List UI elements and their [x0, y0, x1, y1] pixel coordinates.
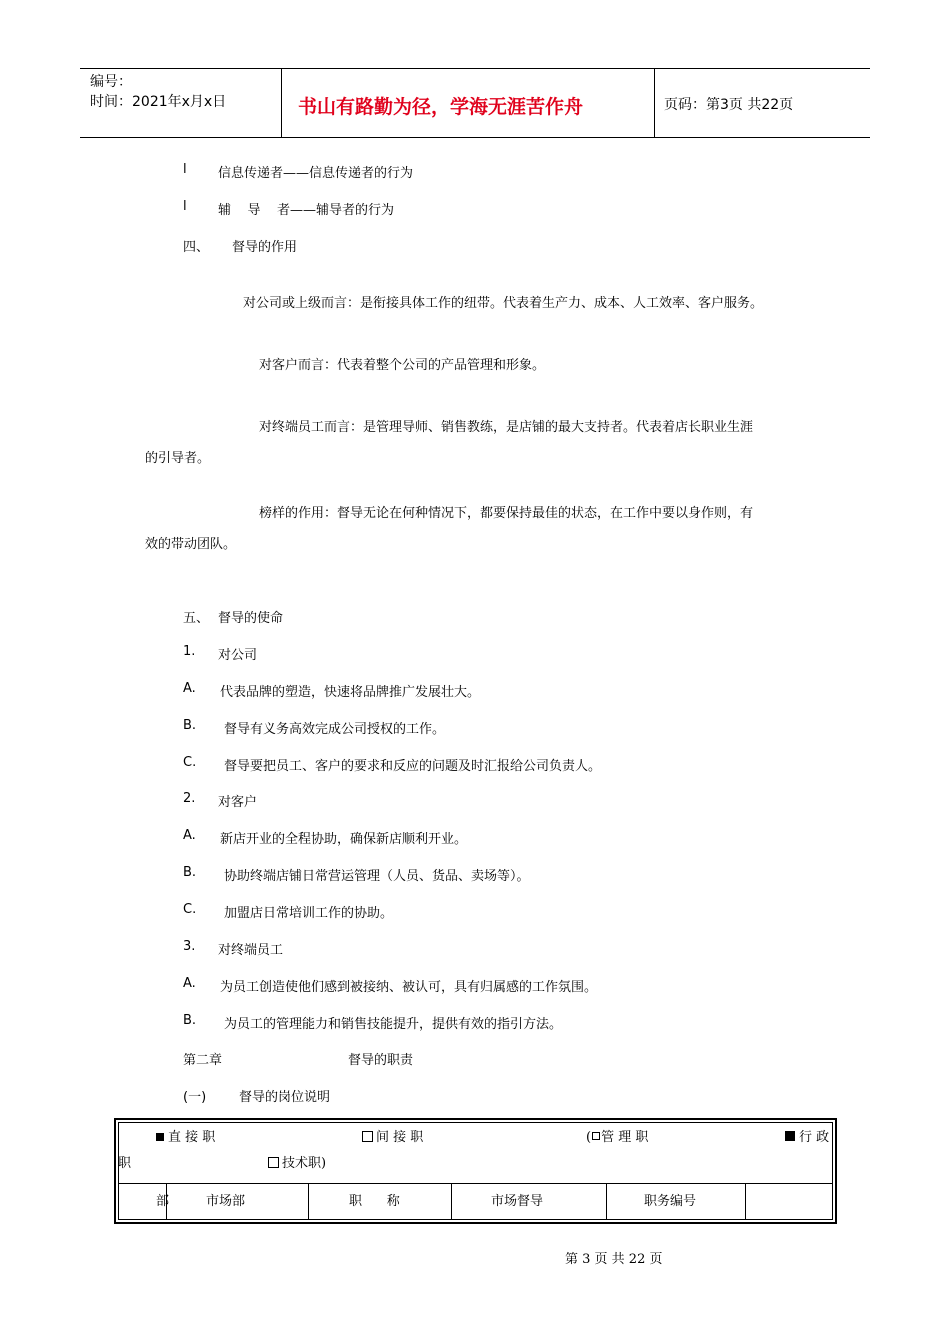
position-type-tech: [268, 1152, 326, 1171]
empty-checkbox-icon: [362, 1131, 373, 1142]
item-marker: A.: [183, 828, 196, 843]
position-type-indirect: [362, 1126, 423, 1145]
paren-open: (: [586, 1130, 592, 1145]
table-row-divider: [119, 1183, 832, 1184]
section-heading: 督导的使命: [218, 611, 284, 626]
list-item: 对公司: [218, 648, 258, 663]
item-marker: 2.: [183, 791, 196, 806]
list-item: 督导要把员工、客户的要求和反应的问题及时汇报给公司负责人。: [224, 759, 602, 774]
section-label: (一): [183, 1090, 207, 1105]
document-date: 时间：2021年x月x日: [90, 94, 227, 110]
empty-checkbox-icon: [592, 1132, 600, 1140]
paragraph-continued: 的引导者。: [145, 451, 211, 466]
dept-label: 部: [156, 1194, 170, 1209]
title-label: 职 称: [349, 1194, 400, 1209]
list-item: 对终端员工: [218, 943, 284, 958]
paragraph: 对公司或上级而言：是衔接具体工作的纽带。代表着生产力、成本、人工效率、客户服务。: [243, 296, 764, 311]
position-type-admin-cont: 职: [118, 1156, 132, 1171]
table-col-divider: [308, 1183, 309, 1219]
item-marker: C.: [183, 755, 197, 770]
item-marker: A.: [183, 976, 196, 991]
section-number: 四、: [183, 240, 210, 255]
item-marker: 3.: [183, 939, 196, 954]
paragraph: 对客户而言：代表着整个公司的产品管理和形象。: [259, 358, 546, 373]
list-item: 为员工的管理能力和销售技能提升，提供有效的指引方法。: [224, 1017, 563, 1032]
document-number: 编号：: [90, 74, 132, 90]
header-divider: [281, 69, 282, 137]
position-type-admin: [785, 1126, 829, 1145]
page-info: 页码：第3页 共22页: [664, 97, 794, 113]
item-marker: 1.: [183, 644, 196, 659]
list-item: 辅 导 者——辅导者的行为: [218, 203, 395, 218]
header-motto: 书山有路勤为径，学海无涯苦作舟: [298, 96, 584, 118]
list-item: 代表品牌的塑造，快速将品牌推广发展壮大。: [220, 685, 481, 700]
position-type-label: 直 接 职: [168, 1130, 216, 1145]
position-type-label: 技术职): [282, 1156, 327, 1171]
list-item: 信息传递者——信息传递者的行为: [218, 166, 414, 181]
title-value: 市场督导: [491, 1194, 544, 1209]
filled-checkbox-icon: [156, 1133, 164, 1141]
position-id-label: 职务编号: [644, 1194, 697, 1209]
bullet-marker: l: [183, 199, 187, 214]
list-item: 新店开业的全程协助，确保新店顺利开业。: [220, 832, 468, 847]
position-type-label: 管 理 职: [601, 1130, 649, 1145]
list-item: 协助终端店铺日常营运管理（人员、货品、卖场等）。: [224, 869, 530, 884]
position-type-management: [586, 1126, 648, 1145]
chapter-title: 督导的职责: [348, 1053, 414, 1068]
list-item: 为员工创造使他们感到被接纳、被认可，具有归属感的工作氛围。: [220, 980, 598, 995]
item-marker: C.: [183, 902, 197, 917]
chapter-label: 第二章: [183, 1053, 223, 1068]
section-heading: 督导的作用: [232, 240, 298, 255]
list-item: 加盟店日常培训工作的协助。: [224, 906, 394, 921]
filled-checkbox-icon: [785, 1131, 795, 1141]
paragraph: 榜样的作用：督导无论在何种情况下，都要保持最佳的状态，在工作中要以身作则，有: [259, 506, 754, 521]
empty-checkbox-icon: [268, 1157, 279, 1168]
item-marker: A.: [183, 681, 196, 696]
table-col-divider: [451, 1183, 452, 1219]
position-type-label: 间 接 职: [376, 1130, 424, 1145]
item-marker: B.: [183, 718, 197, 733]
position-type-direct: [156, 1126, 215, 1145]
paragraph: 对终端员工而言：是管理导师、销售教练，是店铺的最大支持者。代表着店长职业生涯: [259, 420, 754, 435]
list-item: 督导有义务高效完成公司授权的工作。: [224, 722, 446, 737]
page-footer: 第 3 页 共 22 页: [565, 1252, 663, 1267]
section-title: 督导的岗位说明: [239, 1090, 331, 1105]
list-item: 对客户: [218, 795, 258, 810]
paragraph-continued: 效的带动团队。: [145, 537, 237, 552]
table-col-divider: [606, 1183, 607, 1219]
position-type-label: 行 政: [799, 1130, 830, 1145]
header-divider: [654, 69, 655, 137]
dept-value: 市场部: [206, 1194, 246, 1209]
section-number: 五、: [183, 611, 210, 626]
table-col-divider: [745, 1183, 746, 1219]
item-marker: B.: [183, 1013, 197, 1028]
bullet-marker: l: [183, 162, 187, 177]
item-marker: B.: [183, 865, 197, 880]
